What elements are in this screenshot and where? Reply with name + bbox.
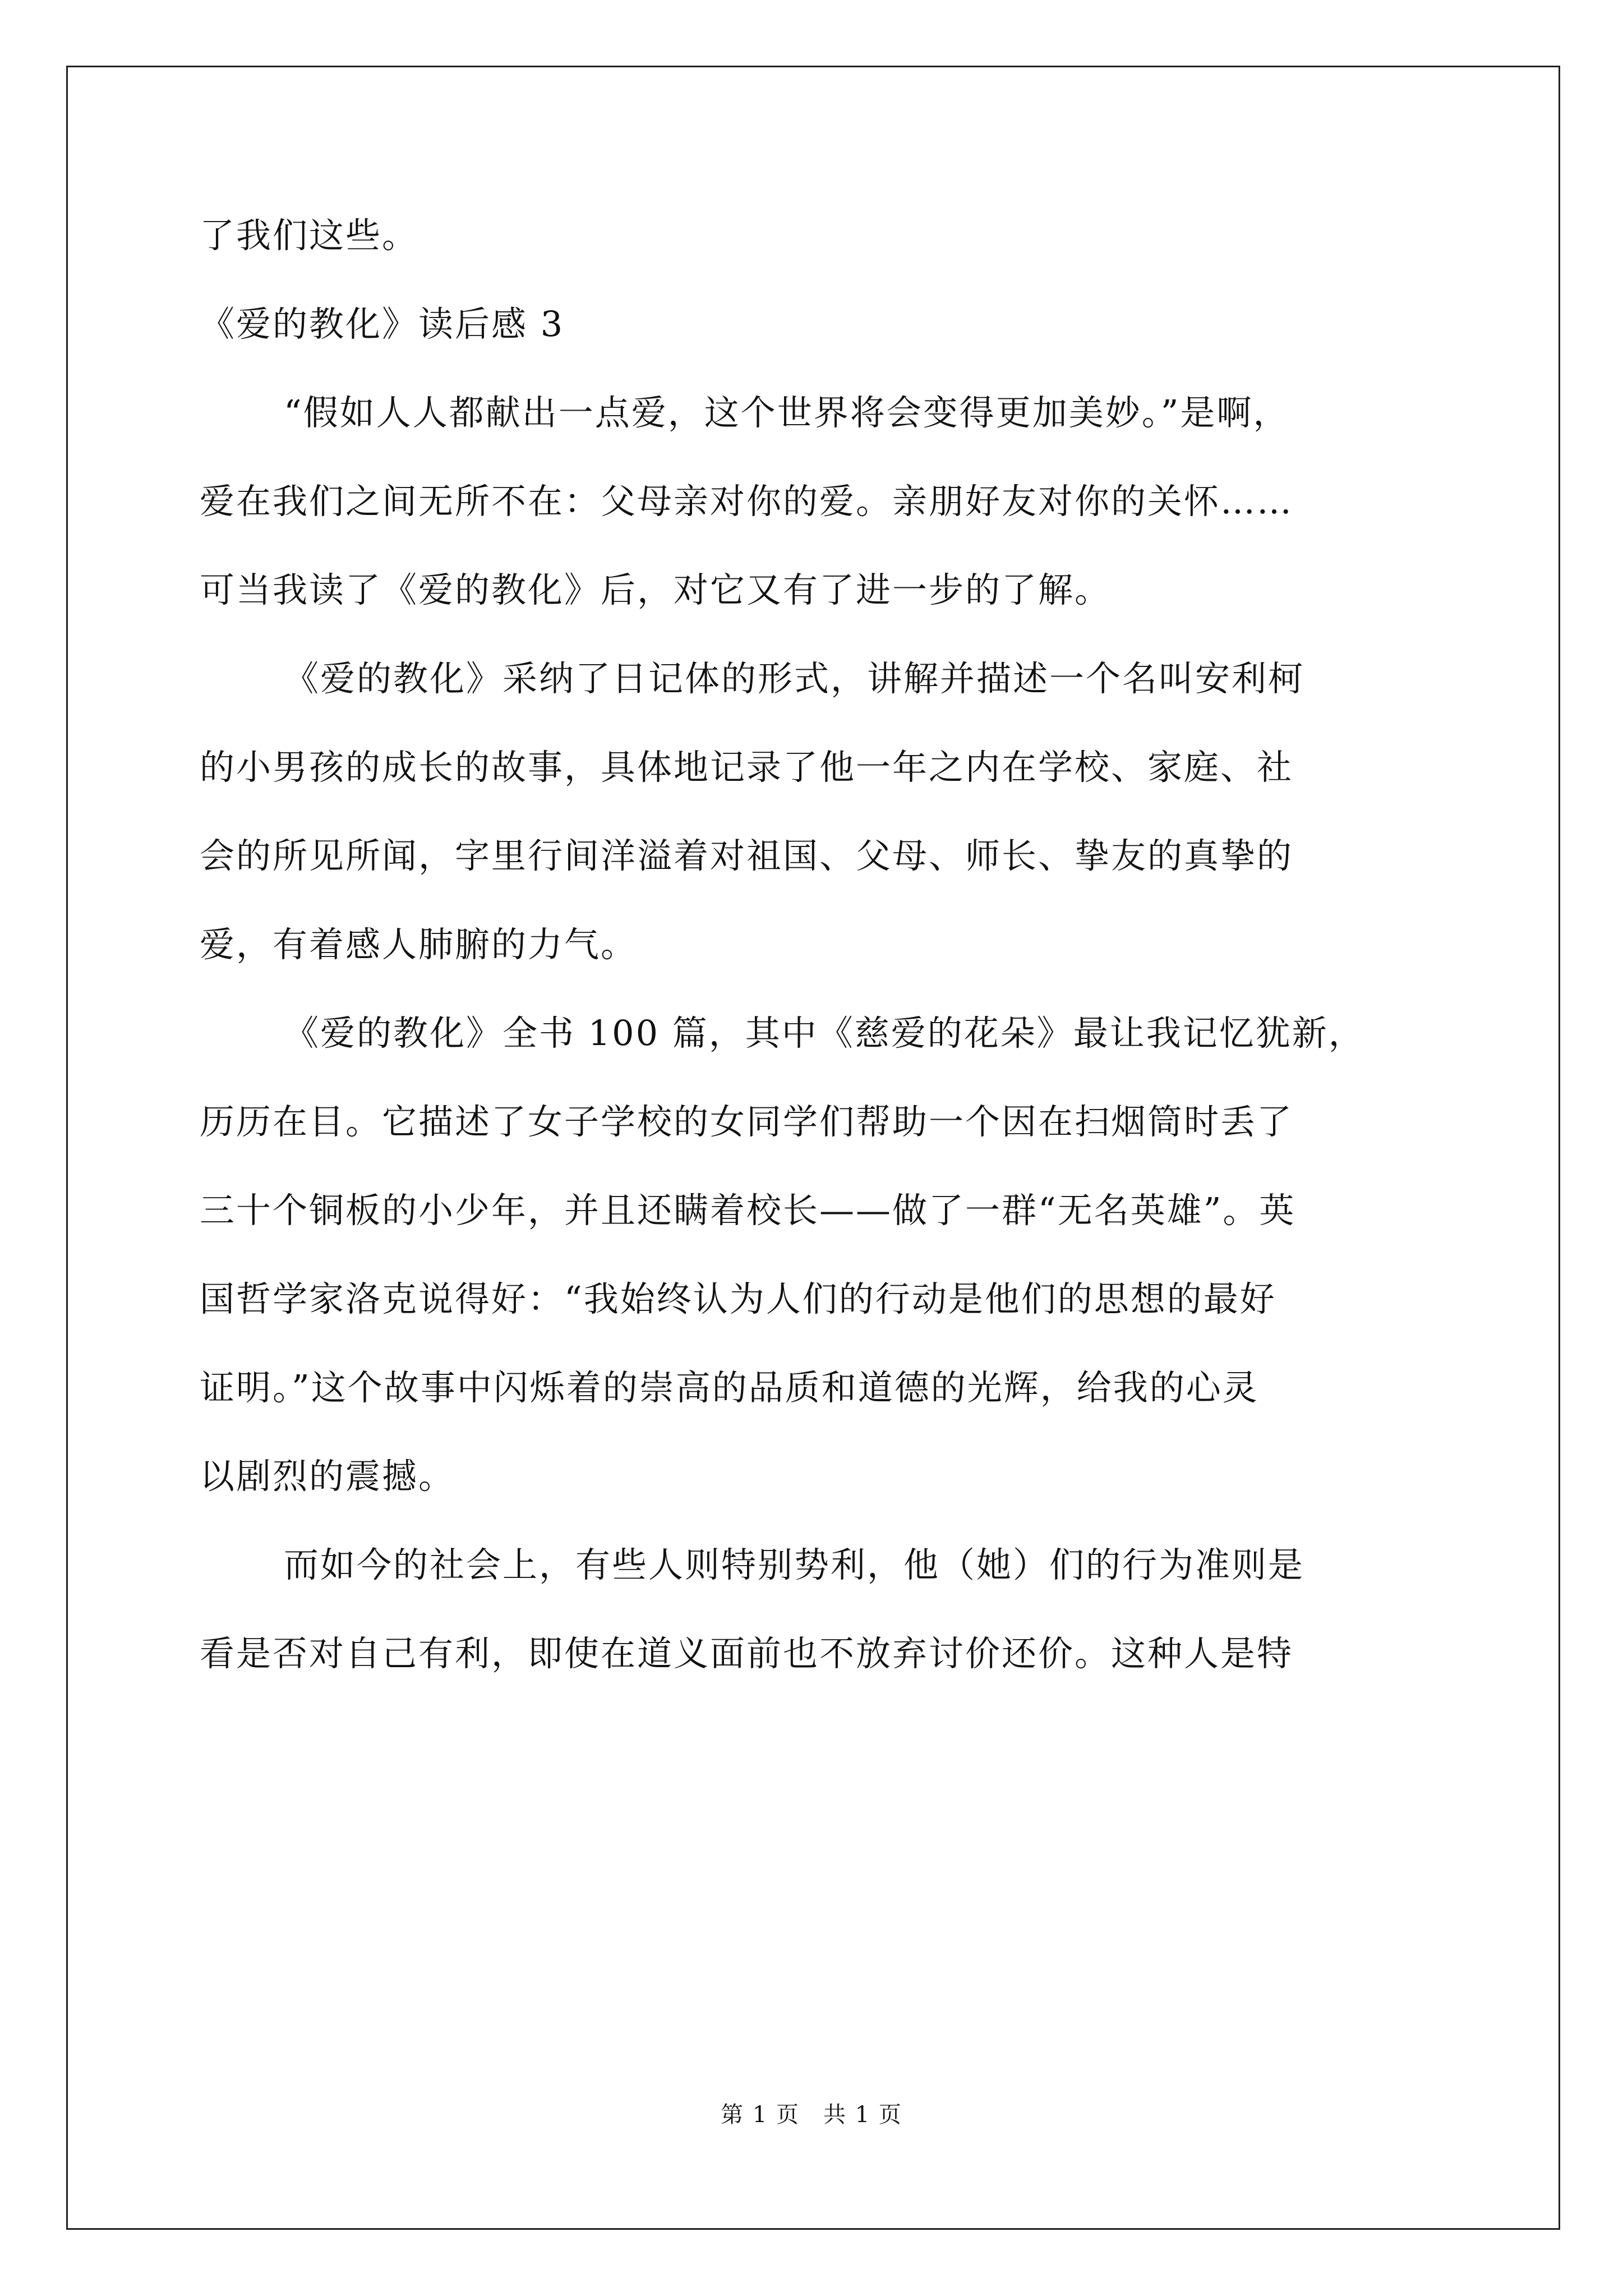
body-line-17: 看是否对自己有利，即使在道义面前也不放弃讨价还价。这种人是特: [200, 1633, 1294, 1674]
body-line-8: 会的所见所闻，字里行间洋溢着对祖国、父母、师长、挚友的真挚的: [200, 835, 1294, 876]
page-footer: 第 1 页 共 1 页: [721, 2102, 902, 2128]
body-line-14: 证明。”这个故事中闪烁着的崇高的品质和道德的光辉，给我的心灵: [200, 1367, 1259, 1408]
body-line-10: 《爱的教化》全书 100 篇，其中《慈爱的花朵》最让我记忆犹新，: [284, 1013, 1365, 1053]
body-line-15: 以剧烈的震撼。: [200, 1456, 455, 1497]
body-line-7: 的小男孩的成长的故事，具体地记录了他一年之内在学校、家庭、社: [200, 747, 1294, 788]
body-line-1: 了我们这些。: [200, 215, 419, 256]
body-line-11: 历历在目。它描述了女子学校的女同学们帮助一个因在扫烟筒时丢了: [200, 1101, 1294, 1142]
body-line-6: 《爱的教化》采纳了日记体的形式，讲解并描述一个名叫安利柯: [284, 658, 1305, 699]
body-line-16: 而如今的社会上，有些人则特别势利，他（她）们的行为准则是: [284, 1544, 1305, 1585]
body-line-3: “假如人人都献出一点爱，这个世界将会变得更加美妙。”是啊，: [284, 392, 1290, 433]
body-line-9: 爱，有着感人肺腑的力气。: [200, 924, 638, 965]
section-heading: 《爱的教化》读后感 3: [200, 303, 565, 344]
body-line-4: 爱在我们之间无所不在：父母亲对你的爱。亲朋好友对你的关怀……: [200, 481, 1294, 522]
body-line-12: 三十个铜板的小少年，并且还瞒着校长——做了一群“无名英雄”。英: [200, 1190, 1296, 1231]
body-line-13: 国哲学家洛克说得好：“我始终认为人们的行动是他们的思想的最好: [200, 1278, 1276, 1319]
body-line-5: 可当我读了《爱的教化》后，对它又有了进一步的了解。: [200, 569, 1112, 610]
